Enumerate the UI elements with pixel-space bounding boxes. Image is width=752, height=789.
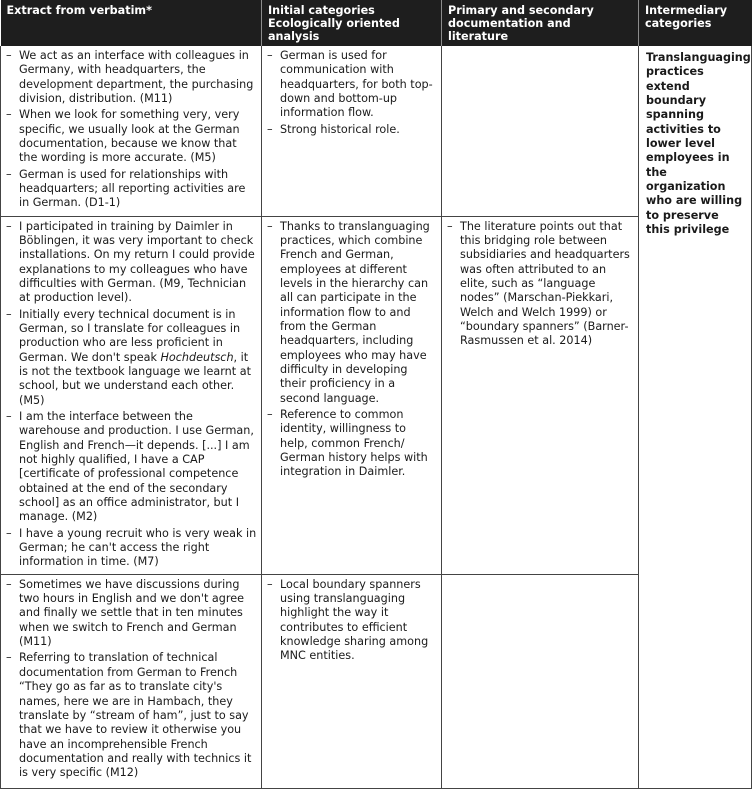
- category-cell: [262, 574, 442, 788]
- header-extract: Extract from verbatim*: [1, 0, 262, 46]
- category-cell: [262, 216, 442, 574]
- table-row: [1, 46, 752, 216]
- header-intermediary: Intermediary categories: [639, 0, 752, 46]
- list-item: – German is used for communication with headquarters, for both top-down and bottom-up information flow.: [266, 49, 437, 121]
- literature-cell: [442, 216, 639, 574]
- header-row: [1, 0, 752, 46]
- list-item: – I have a young recruit who is very weak in German; he can't access the right information in time. (M7): [5, 527, 257, 570]
- extract-italic: Hochdeutsch: [160, 350, 234, 364]
- extract-text: , it is not the textbook language we learnt at school, but we understand each other. (M5): [19, 350, 251, 407]
- list-item: – Sometimes we have discussions during two hours in English and we don't agree and finally we settle that in ten minutes when we switch to French and German (M11): [5, 578, 257, 650]
- list-item: – When we look for something very, very specific, we usually look at the German documentation, because we know that the wording is more accurate. (M5): [5, 108, 257, 165]
- literature-cell: [442, 46, 639, 216]
- list-item: – Strong historical role.: [266, 123, 437, 137]
- list-item: – Local boundary spanners using translanguaging highlight the way it contributes to efficient knowledge sharing among MNC entities.: [266, 578, 437, 664]
- list-item: [5, 308, 257, 408]
- list-item: – We act as an interface with colleagues in Germany, with headquarters, the development department, the purchasing division, distribution. (M11): [5, 49, 257, 106]
- intermediary-cell: [639, 46, 752, 788]
- list-item: – I participated in training by Daimler in Böblingen, it was very important to check installations. On my return I could provide explanations to my colleagues who have difficulties with German. (M9, Technician at production level).: [5, 220, 257, 306]
- list-item: – Referring to translation of technical documentation from German to French “They go as far as to translate city's names, here we are in Hambach, they translate by “stream of ham”, just to say that we have to review it otherwise you have an incomprehensible French documentation and really with technics it is very specific (M12): [5, 651, 257, 780]
- extract-cell: [1, 574, 262, 788]
- extract-text: Initially every technical document is in German, so I translate for colleagues in production who are less proficient in German. We don't speak: [19, 307, 241, 364]
- list-item: – Thanks to translanguaging practices, which combine French and German, employees at different levels in the hierarchy can all can participate in the information flow to and from the German headquarters, including employees who may have difficulty in developing their proficiency in a second language.: [266, 220, 437, 406]
- extract-cell: [1, 46, 262, 216]
- list-item: – Reference to common identity, willingness to help, common French/ German history helps with integration in Daimler.: [266, 408, 437, 480]
- list-item: – The literature points out that this bridging role between subsidiaries and headquarters was often attributed to an elite, such as “language nodes” (Marschan-Piekkari, Welch and Welch 1999) or “boundary spanners” (Barner-Rasmussen et al. 2014): [446, 220, 634, 349]
- header-initial-categories: Initial categories Ecologically oriented analysis: [262, 0, 442, 46]
- literature-cell: [442, 574, 639, 788]
- category-cell: [262, 46, 442, 216]
- header-documentation: Primary and secondary documentation and literature: [442, 0, 639, 46]
- list-item: – I am the interface between the warehouse and production. I use German, English and French—it depends. [...] I am not highly qualified, I have a CAP [certificate of professional competence obtained at the end of the secondary school] as an office administrator, but I manage. (M2): [5, 410, 257, 525]
- intermediary-category: Translanguaging practices extend boundary spanning activities to lower level employees in the organization who are willing to preserve this privilege: [646, 51, 751, 237]
- extract-cell: [1, 216, 262, 574]
- list-item: – German is used for relationships with headquarters; all reporting activities are in German. (D1-1): [5, 168, 257, 211]
